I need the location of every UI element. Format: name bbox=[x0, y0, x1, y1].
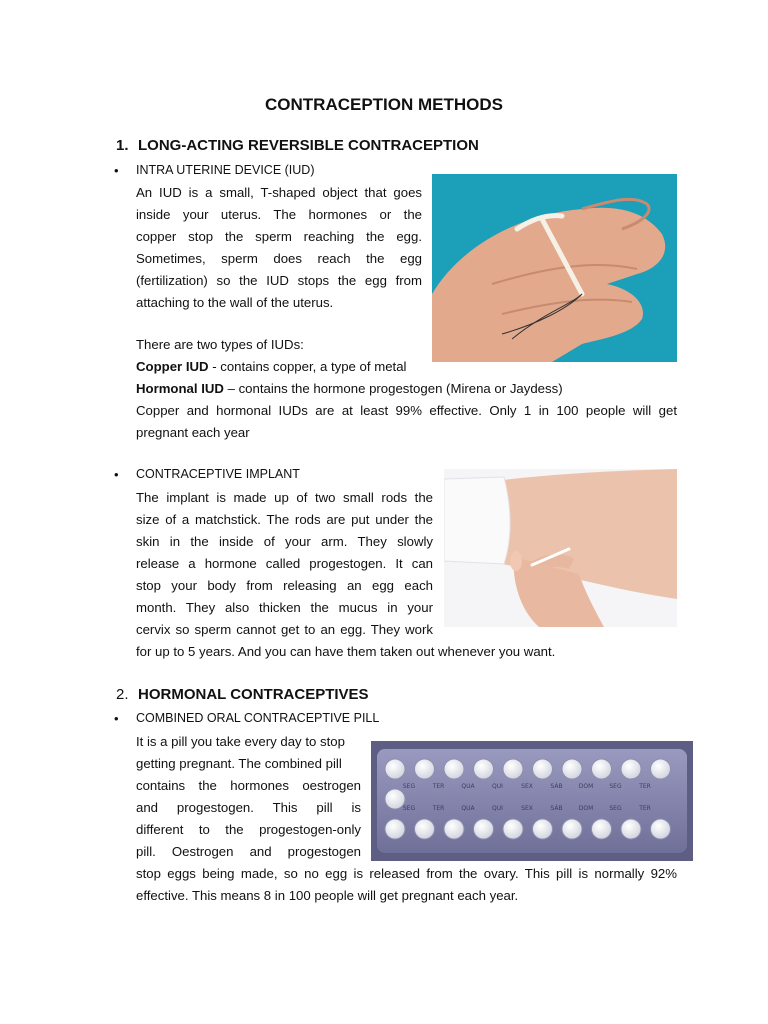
pill bbox=[444, 759, 464, 779]
pill bbox=[592, 819, 612, 839]
hormonal-iud-line bbox=[136, 378, 563, 400]
iud-effectiveness-line: Copper and hormonal IUDs are at least 99% effective. Only 1 in 100 people will get bbox=[136, 403, 677, 418]
implant-text-line: cervix so sperm cannot get to an egg. They work bbox=[136, 622, 433, 637]
iud-effectiveness-line: pregnant each year bbox=[136, 425, 250, 440]
blister-day-label: TER bbox=[639, 783, 651, 790]
pill-text-line: different to the progestogen-only bbox=[136, 822, 361, 837]
implant-text-line: size of a matchstick. The rods are put under the bbox=[136, 512, 433, 527]
section-2-title: HORMONAL CONTRACEPTIVES bbox=[138, 686, 369, 703]
pill bbox=[651, 759, 671, 779]
copper-iud-label: Copper IUD bbox=[136, 359, 209, 374]
pill-text-line: pill. Oestrogen and progestogen bbox=[136, 844, 361, 859]
section-2-heading bbox=[116, 686, 369, 703]
pill-text-line: contains the hormones oestrogen bbox=[136, 778, 361, 793]
pill-blister-pack bbox=[371, 741, 693, 861]
blister-day-label: QUI bbox=[492, 805, 503, 812]
pill bbox=[533, 819, 553, 839]
blister-day-label: SEG bbox=[402, 805, 416, 812]
section-1-number: 1. bbox=[116, 137, 129, 154]
implant-text-line: The implant is made up of two small rods the bbox=[136, 490, 433, 505]
implant-text-line: for up to 5 years. And you can have them taken out whenever you want. bbox=[136, 644, 556, 659]
iud-text-line: attaching to the wall of the uterus. bbox=[136, 295, 334, 310]
iud-bullet-title: INTRA UTERINE DEVICE (IUD) bbox=[136, 163, 315, 177]
pill-text-line: and progestogen. This pill is bbox=[136, 800, 361, 815]
pill bbox=[533, 759, 553, 779]
implant-text-line: release a hormone called progestogen. It can bbox=[136, 556, 433, 571]
pill-text-line: effective. This means 8 in 100 people will get pregnant each year. bbox=[136, 888, 519, 903]
hormonal-iud-text: – contains the hormone progestogen (Mirena or Jaydess) bbox=[223, 381, 563, 396]
blister-day-label: SEX bbox=[521, 783, 533, 790]
pill bbox=[474, 759, 494, 779]
pill-bullet-title: COMBINED ORAL CONTRACEPTIVE PILL bbox=[136, 711, 380, 725]
pill bbox=[385, 759, 405, 779]
blister-day-label: DOM bbox=[578, 783, 594, 790]
blister-day-label: SEG bbox=[609, 783, 622, 790]
pill bbox=[503, 819, 523, 839]
blister-day-label: QUA bbox=[461, 783, 475, 790]
pill bbox=[621, 759, 641, 779]
pill bbox=[474, 819, 494, 839]
pill bbox=[562, 759, 582, 779]
iud-photo bbox=[432, 174, 677, 362]
bullet-marker: • bbox=[114, 711, 119, 726]
section-2-number: 2. bbox=[116, 686, 129, 703]
iud-text-line: inside your uterus. The hormones or the bbox=[136, 207, 422, 222]
blister-day-label: SEG bbox=[609, 805, 622, 812]
section-1-heading bbox=[116, 137, 479, 154]
pill bbox=[503, 759, 523, 779]
pill-text-line: getting pregnant. The combined pill bbox=[136, 756, 342, 771]
pill bbox=[621, 819, 641, 839]
section-1-title: LONG-ACTING REVERSIBLE CONTRACEPTION bbox=[138, 137, 479, 154]
blister-day-label: SEX bbox=[521, 805, 533, 812]
blister-day-label: QUI bbox=[492, 783, 503, 790]
pill bbox=[651, 819, 671, 839]
pill bbox=[385, 819, 405, 839]
blister-day-label: TER bbox=[432, 805, 445, 812]
copper-iud-text: - contains copper, a type of metal bbox=[208, 359, 407, 374]
pill-text-line: stop eggs being made, so no egg is released from the ovary. This pill is normally 92% bbox=[136, 866, 677, 881]
pill bbox=[562, 819, 582, 839]
bullet-marker: • bbox=[114, 467, 119, 482]
blister-day-label: SÁB bbox=[550, 805, 563, 812]
blister-day-label: QUA bbox=[461, 805, 475, 812]
iud-text-line: An IUD is a small, T-shaped object that goes bbox=[136, 185, 422, 200]
pill bbox=[415, 819, 435, 839]
blister-day-label: SEG bbox=[402, 783, 416, 790]
pill-text-line: It is a pill you take every day to stop bbox=[136, 734, 345, 749]
implant-text-line: skin in the inside of your arm. They slowly bbox=[136, 534, 433, 549]
iud-text-line: Sometimes, sperm does reach the egg bbox=[136, 251, 422, 266]
implant-bullet-title: CONTRACEPTIVE IMPLANT bbox=[136, 467, 300, 481]
blister-day-label: SÁB bbox=[550, 783, 563, 790]
pill bbox=[592, 759, 612, 779]
bullet-marker: • bbox=[114, 163, 119, 178]
blister-day-label: TER bbox=[432, 783, 445, 790]
copper-iud-line bbox=[136, 356, 406, 378]
pill bbox=[444, 819, 464, 839]
implant-text-line: month. They also thicken the mucus in your bbox=[136, 600, 433, 615]
iud-types-intro: There are two types of IUDs: bbox=[136, 337, 304, 352]
hormonal-iud-label: Hormonal IUD bbox=[136, 381, 224, 396]
iud-text-line: (fertilization) so the IUD stops the egg from bbox=[136, 273, 422, 288]
iud-text-line: copper stop the sperm reaching the egg. bbox=[136, 229, 422, 244]
pill-blister-photo bbox=[371, 741, 693, 861]
blister-day-label: DOM bbox=[578, 805, 594, 812]
page-title: CONTRACEPTION METHODS bbox=[265, 95, 503, 114]
implant-text-line: stop your body from releasing an egg each bbox=[136, 578, 433, 593]
implant-photo bbox=[444, 469, 677, 627]
blister-day-label: TER bbox=[639, 805, 651, 812]
pill bbox=[415, 759, 435, 779]
